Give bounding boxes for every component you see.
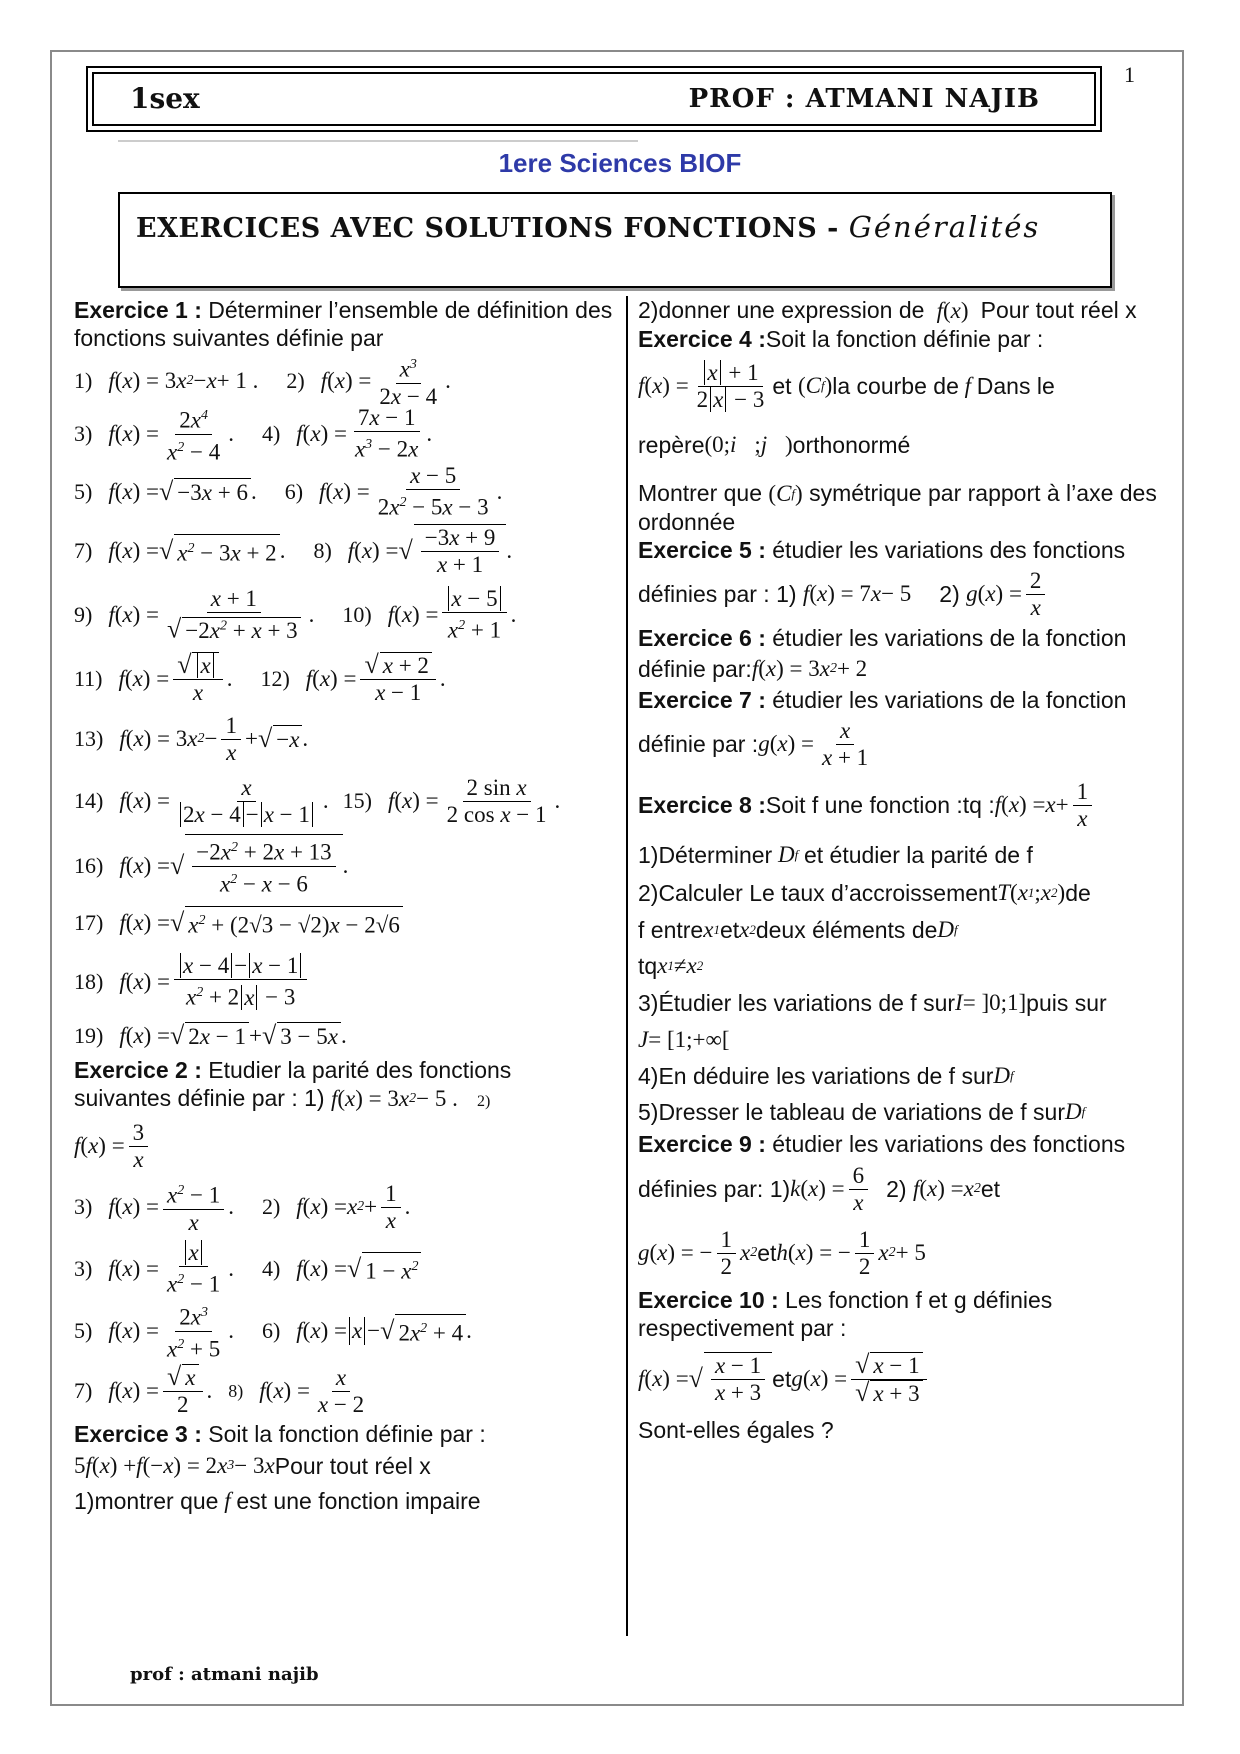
exercise-7-text: étudier les variations de la fonction [765,687,1127,713]
ex1-row-19: 19) f ( x ) = √ 2x − 1 + √ 3 − 5x . [74,1021,347,1050]
exercise-6-statement [638,624,1178,652]
ex8-q2b: de [1065,880,1091,906]
title-box [118,192,1112,288]
ex10-functions: f ( x ) = √ $\frac{x - 1}{x + 3}$ et g ( x ) = $\frac{√ x - 1}{√ x + 3}$ [638,1342,1178,1416]
ex9-functions-2: g ( x ) = − $\frac{1}{2}$ x 2 et h ( x ) = − $\frac{1}{2}$ x 2 + 5 [638,1226,926,1279]
ex4-function: f ( x ) = $\frac{x + 1}{2 x - 3}$ et ( C f ) la courbe de f Dans le [638,359,1055,412]
ex1-row-9-10: 9) f ( x ) = $\frac{x + 1}{√ -2x^2 + x + 3}$ . 10) f ( x ) = $\frac{x - 5}{x^2 + 1}$ . [74,586,517,644]
footer-author: prof : atmani najib [130,1664,319,1685]
ex1-row-17: 17) f ( x ) = √ $x^2 + (2√3 - √2)x - 2√6$ [74,898,614,948]
exercise-5-statement [638,536,1178,564]
class-label: 1sex [130,82,200,115]
exercise-2-statement: Exercice 2 : Etudier la parité des fonctions suivantes définie par : 1) f ( x ) = 3 x 2 − 5 . 2) [74,1057,512,1111]
header-box [86,66,1102,132]
exercise-6-title: Exercice 6 : [638,625,766,651]
ex2-row-2: f ( x ) = $\frac{3}{x}$ [74,1116,614,1176]
exercise-9-statement [638,1130,1178,1158]
ex5-functions: définies par : 1) f ( x ) = 7 x − 5 2) g ( x ) = $\frac{2}{x}$ [638,564,1178,624]
exercise-10-title: Exercice 10 : [638,1287,779,1313]
ex4-repere-text: repère [638,432,705,458]
column-divider [626,296,628,1636]
title-italic: Généralités [848,210,1041,244]
ex1-row-1-2: 1) f ( x ) = 3 x 2 − x + 1 . 2) f ( x ) = $\frac{x^3}{2x - 4}$ . [74,358,614,404]
exercise-10-statement [638,1286,1178,1342]
ex2-row-3: 3) f ( x ) = $\frac{x^2 - 1}{x}$ . 2) f ( x ) = x 2 + $\frac{1}{x}$ . [74,1176,614,1238]
ex6-function: définie par: f ( x ) = 3 x 2 + 2 [638,656,868,682]
ex8-question-4: 4)En déduire les variations de f sur D f [638,1063,1014,1089]
ex1-row-18: 18) f ( x ) = $\frac{x - 4 - x - 1}{x^2 + 2 x - 3}$ [74,948,614,1016]
exercise-4-title: Exercice 4 : [638,326,766,352]
exercise-2-title: Exercice 2 : [74,1057,202,1083]
ex4-montrer: Montrer que [638,480,769,506]
prof-label: PROF : ATMANI NAJIB [688,84,1040,114]
exercise-5-text: étudier les variations des fonctions [765,537,1126,563]
exercise-1-title: Exercice 1 : [74,297,202,323]
exercise-4-statement [638,325,1178,353]
ex1-row-16: 16) f ( x ) = √ $\frac{-2x^2 + 2x + 13}{x^2 - x - 6}$ . [74,834,614,898]
ex5-def: définies par : 1) [638,581,797,607]
ex1-row-5-6: 5) f ( x ) = √ −3x + 6 . 6) f ( x ) = $\frac{x - 5}{2x^2 - 5x - 3}$ . [74,463,503,520]
ex2-row-4: 3) f ( x ) = $\frac{x}{x^2 - 1}$ . 4) f ( x ) = √ $1 - x^2$ [74,1238,614,1300]
exercise-4-text: Soit la fonction définie par : [765,326,1044,352]
exercise-7-title: Exercice 7 : [638,687,766,713]
ex7-function: définie par : g ( x ) = $\frac{x}{x + 1}$ [638,717,869,770]
ex1-row-11-12: 11) f ( x ) = $\frac{√ x}{x}$ . 12) f ( x ) = $\frac{√ x + 2}{x - 1}$ . [74,650,446,705]
ex10-et: et [772,1366,792,1392]
exercise-8-text: Soit f une fonction :tq : [765,792,995,818]
ex3-question-1: 1)montrer que f est une fonction impaire [74,1488,481,1514]
page-number: 1 [1124,62,1135,87]
ex4-ortho: orthonormé [792,432,911,458]
ex1-row-7-8: 7) f ( x ) = √ $x^2 - 3x + 2$ . 8) f ( x ) = √ $\frac{-3x + 9}{x + 1}$ . [74,525,513,577]
ex4-et: et [772,373,792,399]
exercise-2-text: Etudier la parité des fonctions suivantes définie par : 1) [74,1057,512,1111]
ex6-def: définie par: [638,656,752,682]
ex8-q1: 1)Déterminer [638,842,773,868]
ex8-question-1: 1)Déterminer D f et étudier la parité de f [638,842,1033,868]
ex4-repere: repère (0; i⃗ ; j⃗ ) orthonormé [638,432,911,458]
exercise-7-statement [638,686,1178,714]
ex10-question: Sont-elles égales ? [638,1417,834,1443]
ex8-question-3: 3)Étudier les variations de f sur I = ]0;1] puis sur [638,990,1107,1016]
ex3-tail: Pour tout réel x [274,1453,431,1479]
title-main: EXERCICES AVEC SOLUTIONS FONCTIONS - [136,213,839,244]
exercise-5-title: Exercice 5 : [638,537,766,563]
ex7-def: définie par : [638,731,759,757]
ex8-q4: 4)En déduire les variations de f sur [638,1063,994,1089]
ex8-statement: Exercice 8 : Soit f une fonction :tq : f ( x ) = x + $\frac{1}{x}$ [638,774,1178,836]
exercise-9-text: étudier les variations des fonctions [765,1131,1126,1157]
ex3-q2-tail: Pour tout réel x [974,297,1137,323]
exercise-8-title: Exercice 8 : [638,792,766,818]
exercise-3-statement [74,1420,614,1448]
ex8-tq: tq [638,953,658,979]
ex8-q5: 5)Dresser le tableau de variations de f sur [638,1099,1065,1125]
ex4-question: Montrer que ( C f ) symétrique par rapport à l’axe des ordonnée [638,480,1157,535]
ex8-condition: tq x 1 ≠ x 2 [638,953,704,979]
exercise-9-title: Exercice 9 : [638,1131,766,1157]
right-column [638,296,1178,1444]
ex8-question-5: 5)Dresser le tableau de variations de f sur D f [638,1099,1086,1125]
header-underline [118,140,638,142]
ex9-def: définies par: 1) [638,1176,791,1202]
ex8-interval-j: J = [1;+∞[ [638,1027,730,1052]
ex3-equation: 5 f ( x ) + f (− x ) = 2 x 3 − 3 x Pour tout réel x [74,1453,431,1479]
ex3-q1-tail: est une fonction impaire [236,1488,481,1514]
exercise-3-title: Exercice 3 : [74,1421,202,1447]
ex8-question-2: 2)Calculer Le taux d’accroissement T ( x 1 ; x 2 ) de [638,880,1091,906]
ex8-q2c: f entre [638,917,704,943]
ex8-q1b: et étudier la parité de f [803,842,1033,868]
ex3-question-2: 2)donner une expression de f ( x ) Pour tout réel x [638,297,1137,323]
ex4-dans: Dans le [976,373,1055,399]
ex1-row-14-15: 14) f ( x ) = $\frac{x}{2x - 4 - x - 1}$ . 15) f ( x ) = $\frac{\text{2 sin x}}{\text{2 cos x − 1}}$ . [74,774,561,827]
exercise-1-statement [74,296,614,352]
exercise-1-text: Déterminer l’ensemble de définition des fonctions suivantes définie par [74,297,613,351]
ex2-row-5: 5) f ( x ) = $\frac{2x^3}{x^2 + 5}$ . 6) f ( x ) = x − √ $2x^2 + 4$ . [74,1300,614,1362]
ex8-q3b: puis sur [1026,990,1107,1016]
ex8-q2d: et [719,917,740,943]
exercise-10-text: Les fonction f et g définies respectivement par : [638,1287,1053,1341]
ex8-q3: 3)Étudier les variations de f sur [638,990,956,1016]
exercise-6-text: étudier les variations de la fonction [765,625,1127,651]
left-column [74,296,614,1518]
ex9-functions-1: définies par: 1) k ( x ) = $\frac{6}{x}$ 2) f ( x ) = x 2 et [638,1162,1001,1215]
ex8-q2: 2)Calculer Le taux d’accroissement [638,880,998,906]
ex4-courbe: la courbe de [832,373,959,399]
ex1-row-3-4: 3) f ( x ) = $\frac{2x^4}{x^2 - 4}$ . 4) f ( x ) = $\frac{7x - 1}{x^3 - 2x}$ . [74,404,614,464]
ex9-et-2: et [757,1240,777,1266]
ex1-row-13: 13) f ( x ) = 3 x 2 − $\frac{1}{x}$ + √ −x . [74,712,309,765]
ex3-q1-text: 1)montrer que [74,1488,219,1514]
ex9-et-1: et [980,1176,1001,1202]
ex8-question-2b: f entre x 1 et x 2 deux éléments de D f [638,917,958,943]
ex8-q2e: deux éléments de [755,917,938,943]
exercise-3-text: Soit la fonction définie par : [201,1421,486,1447]
document-title [136,210,1040,244]
subtitle: 1ere Sciences BIOF [498,148,742,178]
ex2-row-6: 7) f ( x ) = $\frac{√ x}{2}$ . 8) f ( x ) = $\frac{x}{x - 2}$ [74,1362,365,1417]
ex3-q2-text: 2)donner une expression de [638,297,931,323]
ex4-sym: symétrique par rapport à l’axe des ordonnée [638,480,1157,535]
